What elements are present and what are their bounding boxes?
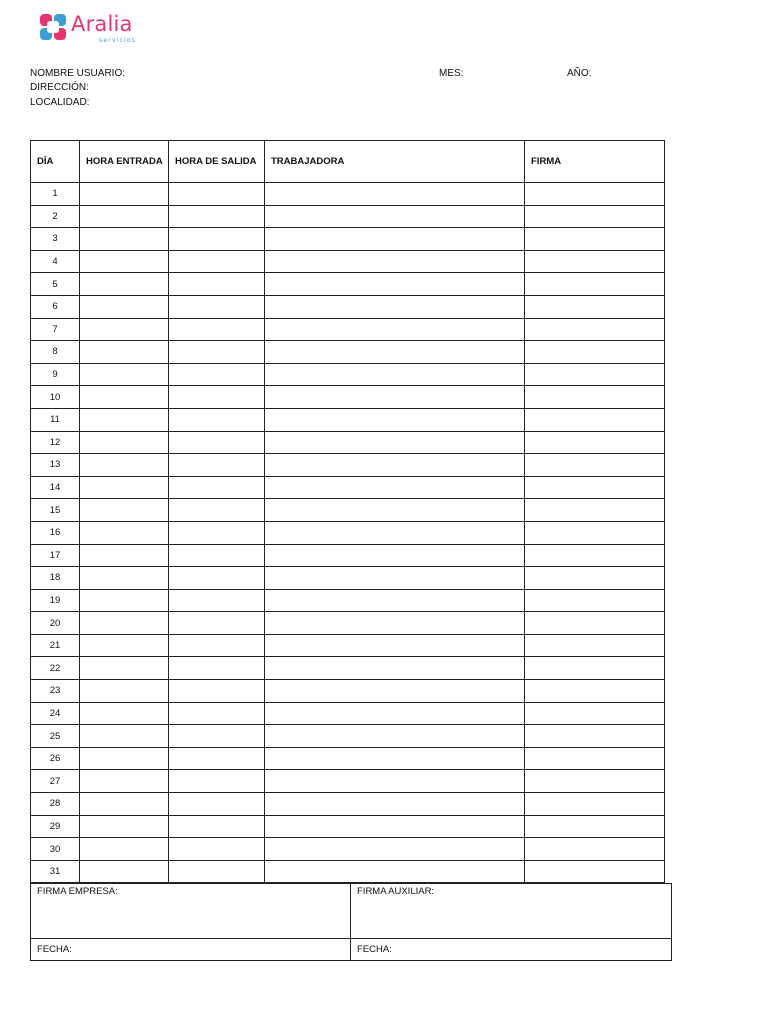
hora-salida-cell[interactable] [169,431,265,454]
firma-cell[interactable] [525,815,665,838]
firma-cell[interactable] [525,431,665,454]
table-row [31,431,665,454]
hora-entrada-cell[interactable] [80,273,169,296]
trabajadora-cell[interactable] [265,860,525,883]
trabajadora-cell[interactable] [265,341,525,364]
day-number: 18 [31,567,80,590]
day-number: 15 [31,499,80,522]
firma-cell[interactable] [525,499,665,522]
firma-cell[interactable] [525,793,665,816]
day-number: 9 [31,363,80,386]
day-number: 27 [31,770,80,793]
firma-cell[interactable] [525,860,665,883]
hora-entrada-cell[interactable] [80,476,169,499]
trabajadora-cell[interactable] [265,408,525,431]
trabajadora-cell[interactable] [265,544,525,567]
firma-cell[interactable] [525,183,665,206]
hora-entrada-cell[interactable] [80,702,169,725]
hora-salida-cell[interactable] [169,657,265,680]
table-row [31,680,665,703]
hora-salida-cell[interactable] [169,499,265,522]
hora-entrada-cell[interactable] [80,250,169,273]
fecha-empresa-label: FECHA: [37,944,72,955]
hora-entrada-cell[interactable] [80,747,169,770]
firma-cell[interactable] [525,318,665,341]
day-number: 10 [31,386,80,409]
trabajadora-cell[interactable] [265,228,525,251]
trabajadora-cell[interactable] [265,205,525,228]
firma-cell[interactable] [525,567,665,590]
day-number: 24 [31,702,80,725]
hora-salida-cell[interactable] [169,386,265,409]
trabajadora-cell[interactable] [265,725,525,748]
hora-salida-cell[interactable] [169,250,265,273]
trabajadora-cell[interactable] [265,680,525,703]
signature-table [30,883,672,961]
fecha-auxiliar-field[interactable] [351,939,672,961]
table-row [31,838,665,861]
firma-cell[interactable] [525,205,665,228]
day-number: 5 [31,273,80,296]
trabajadora-cell[interactable] [265,363,525,386]
column-header-trabajadora: TRABAJADORA [265,141,525,183]
hora-entrada-cell[interactable] [80,680,169,703]
firma-cell[interactable] [525,250,665,273]
day-number: 30 [31,838,80,861]
table-row [31,499,665,522]
hora-salida-cell[interactable] [169,273,265,296]
day-number: 3 [31,228,80,251]
logo-wordmark: Aralia [71,12,133,36]
day-number: 21 [31,634,80,657]
hora-entrada-cell[interactable] [80,725,169,748]
firma-cell[interactable] [525,273,665,296]
aralia-logo-mark-icon [38,12,68,42]
table-row [31,815,665,838]
firma-cell[interactable] [525,544,665,567]
firma-cell[interactable] [525,386,665,409]
day-number: 11 [31,408,80,431]
firma-cell[interactable] [525,521,665,544]
table-row [31,544,665,567]
trabajadora-cell[interactable] [265,702,525,725]
logo-subtitle: servicios [99,37,137,44]
hora-entrada-cell[interactable] [80,341,169,364]
hora-salida-cell[interactable] [169,612,265,635]
anio-label: AÑO: [567,68,592,79]
table-row [31,273,665,296]
firma-auxiliar-label: FIRMA AUXILIAR: [357,886,435,897]
hora-entrada-cell[interactable] [80,793,169,816]
table-row [31,860,665,883]
hora-entrada-cell[interactable] [80,589,169,612]
firma-cell[interactable] [525,589,665,612]
day-number: 2 [31,205,80,228]
column-header-firma: FIRMA [525,141,665,183]
hora-entrada-cell[interactable] [80,431,169,454]
usuario-label: NOMBRE USUARIO: [30,68,126,79]
hora-entrada-cell[interactable] [80,770,169,793]
day-number: 31 [31,860,80,883]
table-row [31,702,665,725]
day-number: 6 [31,295,80,318]
day-number: 20 [31,612,80,635]
hora-entrada-cell[interactable] [80,521,169,544]
day-number: 4 [31,250,80,273]
hora-salida-cell[interactable] [169,408,265,431]
fecha-empresa-field[interactable] [31,939,351,961]
trabajadora-cell[interactable] [265,431,525,454]
column-header-hora-salida: HORA DE SALIDA [169,141,265,183]
hora-salida-cell[interactable] [169,634,265,657]
column-header-dia: DÍA [31,141,80,183]
firma-cell[interactable] [525,747,665,770]
hora-salida-cell[interactable] [169,747,265,770]
table-row [31,589,665,612]
aralia-logo [38,12,148,46]
hora-entrada-cell[interactable] [80,363,169,386]
hora-salida-cell[interactable] [169,544,265,567]
table-row [31,363,665,386]
hora-entrada-cell[interactable] [80,295,169,318]
table-row [31,386,665,409]
firma-cell[interactable] [525,612,665,635]
table-row [31,183,665,206]
day-number: 28 [31,793,80,816]
mes-label: MES: [439,68,464,79]
hora-salida-cell[interactable] [169,860,265,883]
hora-salida-cell[interactable] [169,702,265,725]
hora-salida-cell[interactable] [169,838,265,861]
hora-entrada-cell[interactable] [80,499,169,522]
firma-cell[interactable] [525,363,665,386]
firma-cell[interactable] [525,228,665,251]
trabajadora-cell[interactable] [265,634,525,657]
hora-salida-cell[interactable] [169,228,265,251]
day-number: 8 [31,341,80,364]
trabajadora-cell[interactable] [265,454,525,477]
hora-salida-cell[interactable] [169,793,265,816]
firma-cell[interactable] [525,725,665,748]
hora-salida-cell[interactable] [169,476,265,499]
hora-salida-cell[interactable] [169,521,265,544]
table-row [31,228,665,251]
table-row [31,725,665,748]
firma-auxiliar-field[interactable] [351,884,672,939]
hora-entrada-cell[interactable] [80,567,169,590]
table-row [31,770,665,793]
hora-entrada-cell[interactable] [80,860,169,883]
firma-empresa-field[interactable] [31,884,351,939]
hora-salida-cell[interactable] [169,815,265,838]
day-number: 25 [31,725,80,748]
firma-cell[interactable] [525,295,665,318]
trabajadora-cell[interactable] [265,499,525,522]
table-row [31,250,665,273]
hora-salida-cell[interactable] [169,318,265,341]
firma-cell[interactable] [525,476,665,499]
hora-entrada-cell[interactable] [80,318,169,341]
trabajadora-cell[interactable] [265,476,525,499]
hora-salida-cell[interactable] [169,567,265,590]
trabajadora-cell[interactable] [265,838,525,861]
firma-cell[interactable] [525,680,665,703]
firma-empresa-label: FIRMA EMPRESA: [37,886,118,897]
firma-cell[interactable] [525,702,665,725]
table-row [31,205,665,228]
table-row [31,634,665,657]
hora-salida-cell[interactable] [169,363,265,386]
table-row [31,454,665,477]
trabajadora-cell[interactable] [265,589,525,612]
attendance-table [30,140,665,883]
table-row [31,657,665,680]
day-number: 22 [31,657,80,680]
hora-entrada-cell[interactable] [80,228,169,251]
trabajadora-cell[interactable] [265,318,525,341]
trabajadora-cell[interactable] [265,612,525,635]
hora-salida-cell[interactable] [169,680,265,703]
direccion-label: DIRECCIÓN: [30,82,89,93]
trabajadora-cell[interactable] [265,770,525,793]
firma-cell[interactable] [525,770,665,793]
firma-cell[interactable] [525,634,665,657]
day-number: 7 [31,318,80,341]
table-row [31,476,665,499]
table-row [31,567,665,590]
hora-salida-cell[interactable] [169,183,265,206]
table-row [31,295,665,318]
hora-salida-cell[interactable] [169,454,265,477]
trabajadora-cell[interactable] [265,295,525,318]
trabajadora-cell[interactable] [265,183,525,206]
trabajadora-cell[interactable] [265,793,525,816]
day-number: 13 [31,454,80,477]
firma-cell[interactable] [525,408,665,431]
day-number: 14 [31,476,80,499]
day-number: 26 [31,747,80,770]
firma-cell[interactable] [525,657,665,680]
hora-entrada-cell[interactable] [80,612,169,635]
trabajadora-cell[interactable] [265,250,525,273]
hora-entrada-cell[interactable] [80,183,169,206]
trabajadora-cell[interactable] [265,567,525,590]
table-row [31,341,665,364]
hora-entrada-cell[interactable] [80,634,169,657]
trabajadora-cell[interactable] [265,747,525,770]
column-header-hora-entrada: HORA ENTRADA [80,141,169,183]
hora-salida-cell[interactable] [169,770,265,793]
table-row [31,318,665,341]
day-number: 23 [31,680,80,703]
table-row [31,408,665,431]
trabajadora-cell[interactable] [265,521,525,544]
day-number: 16 [31,521,80,544]
hora-entrada-cell[interactable] [80,454,169,477]
hora-entrada-cell[interactable] [80,544,169,567]
fecha-auxiliar-label: FECHA: [357,944,392,955]
hora-salida-cell[interactable] [169,205,265,228]
day-number: 17 [31,544,80,567]
hora-entrada-cell[interactable] [80,838,169,861]
firma-cell[interactable] [525,838,665,861]
hora-salida-cell[interactable] [169,341,265,364]
table-row [31,612,665,635]
trabajadora-cell[interactable] [265,273,525,296]
hora-salida-cell[interactable] [169,589,265,612]
trabajadora-cell[interactable] [265,657,525,680]
day-number: 29 [31,815,80,838]
trabajadora-cell[interactable] [265,815,525,838]
hora-entrada-cell[interactable] [80,408,169,431]
hora-entrada-cell[interactable] [80,205,169,228]
firma-cell[interactable] [525,341,665,364]
day-number: 19 [31,589,80,612]
hora-entrada-cell[interactable] [80,815,169,838]
localidad-label: LOCALIDAD: [30,97,90,108]
table-row [31,747,665,770]
firma-cell[interactable] [525,454,665,477]
hora-salida-cell[interactable] [169,725,265,748]
hora-entrada-cell[interactable] [80,386,169,409]
table-row [31,793,665,816]
trabajadora-cell[interactable] [265,386,525,409]
hora-salida-cell[interactable] [169,295,265,318]
day-number: 1 [31,183,80,206]
table-row [31,521,665,544]
table-header-row [31,141,665,183]
day-number: 12 [31,431,80,454]
hora-entrada-cell[interactable] [80,657,169,680]
